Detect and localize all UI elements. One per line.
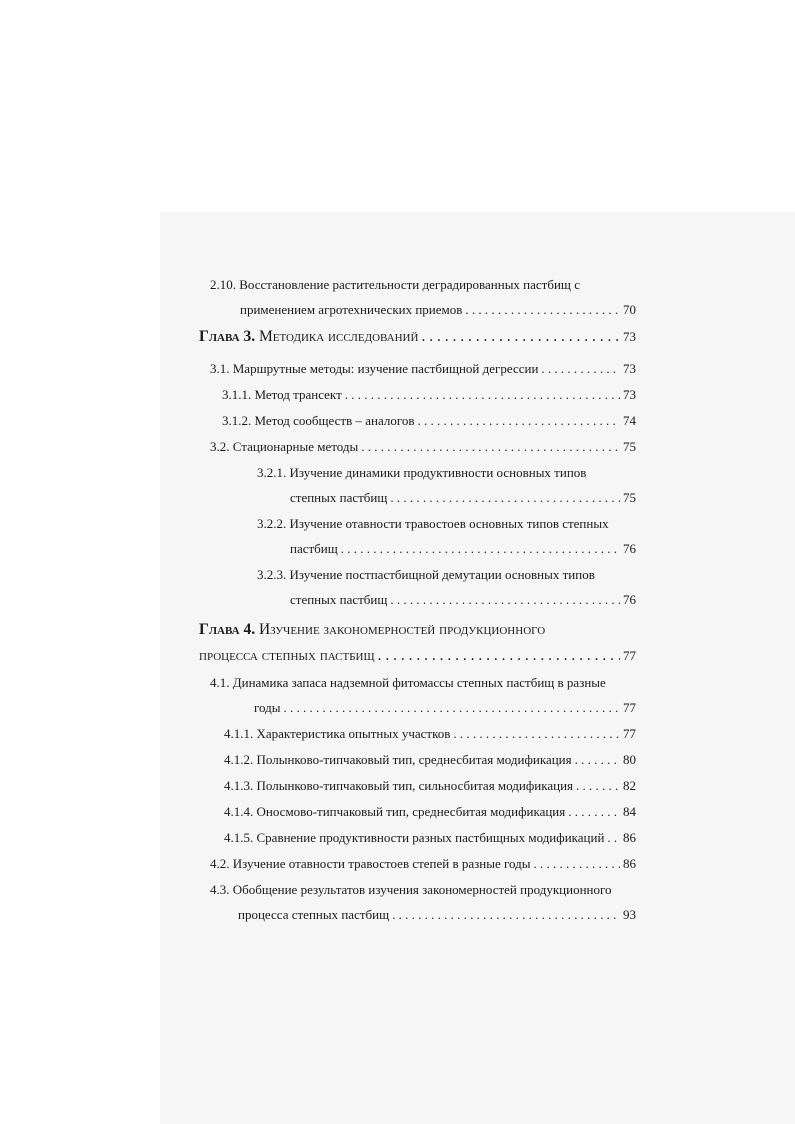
page-number: 77 xyxy=(623,648,636,663)
page-number: 70 xyxy=(623,302,636,317)
chapter-title: процесса степных пастбищ xyxy=(199,647,375,664)
toc-entry-text: 3.1.2. Метод сообществ – аналогов xyxy=(222,413,415,428)
toc-entry-4-1-line1: 4.1. Динамика запаса надземной фитомассы степных пастбищ в разные xyxy=(210,675,606,690)
page-number: 73 xyxy=(623,361,636,376)
page-number: 82 xyxy=(623,778,636,793)
toc-entry-text: 4.2. Изучение отавности травостоев степей в разные годы xyxy=(210,856,531,871)
page-number: 86 xyxy=(623,830,636,845)
toc-entry-text: годы xyxy=(254,700,281,715)
page-number: 75 xyxy=(623,490,636,505)
page-number: 86 xyxy=(623,856,636,871)
leader-dots xyxy=(607,830,620,846)
toc-entry-text: 3.2. Стационарные методы xyxy=(210,439,359,454)
scanned-page-background xyxy=(160,212,795,1124)
toc-entry-4-3-line1: 4.3. Обобщение результатов изучения закономерностей продукционного xyxy=(210,882,612,897)
toc-entry-3-1-2[interactable] xyxy=(222,413,636,429)
toc-entry-3-2-1[interactable] xyxy=(290,490,636,506)
leader-dots xyxy=(576,778,620,794)
toc-entry-2-10-line1: 2.10. Восстановление растительности деградированных пастбищ с xyxy=(210,277,580,292)
leader-dots xyxy=(361,439,620,455)
leader-dots xyxy=(378,647,620,665)
toc-entry-3-2-2-line1: 3.2.2. Изучение отавности травостоев основных типов степных xyxy=(257,516,609,531)
toc-entry-3-2-1-line1: 3.2.1. Изучение динамики продуктивности основных типов xyxy=(257,465,587,480)
toc-entry-4-1[interactable] xyxy=(254,700,636,716)
leader-dots xyxy=(453,726,620,742)
toc-entry-3-2-3[interactable] xyxy=(290,592,636,608)
leader-dots xyxy=(390,592,620,608)
page-number: 75 xyxy=(623,439,636,454)
toc-entry-4-1-2[interactable] xyxy=(224,752,636,768)
leader-dots xyxy=(568,804,620,820)
toc-entry-3-1[interactable] xyxy=(210,361,636,377)
toc-entry-text: 3.1. Маршрутные методы: изучение пастбищной дегрессии xyxy=(210,361,539,376)
toc-entry-4-1-1[interactable] xyxy=(224,726,636,742)
toc-chapter-4[interactable] xyxy=(199,647,636,665)
toc-entry-text: 4.1.5. Сравнение продуктивности разных пастбищных модификаций xyxy=(224,830,605,845)
leader-dots xyxy=(390,490,620,506)
toc-entry-3-2[interactable] xyxy=(210,439,636,455)
page-number: 74 xyxy=(623,413,636,428)
chapter-label: Глава 3. xyxy=(199,328,256,345)
page-number: 73 xyxy=(623,329,636,344)
toc-entry-3-1-1[interactable] xyxy=(222,387,636,403)
toc-chapter-3[interactable] xyxy=(199,328,636,346)
leader-dots xyxy=(541,361,620,377)
page-number: 77 xyxy=(623,726,636,741)
leader-dots xyxy=(283,700,620,716)
toc-entry-text: степных пастбищ xyxy=(290,592,388,607)
page-number: 77 xyxy=(623,700,636,715)
leader-dots xyxy=(465,302,620,318)
toc-entry-text: 4.1.1. Характеристика опытных участков xyxy=(224,726,451,741)
page-number: 73 xyxy=(623,387,636,402)
page-number: 84 xyxy=(623,804,636,819)
leader-dots xyxy=(345,387,620,403)
toc-entry-4-3[interactable] xyxy=(238,907,636,923)
page-number: 80 xyxy=(623,752,636,767)
leader-dots xyxy=(575,752,620,768)
toc-entry-4-1-5[interactable] xyxy=(224,830,636,846)
toc-entry-text: пастбищ xyxy=(290,541,338,556)
toc-entry-text: 3.1.1. Метод трансект xyxy=(222,387,342,402)
toc-chapter-4-line1 xyxy=(199,621,545,639)
toc-entry-text: применением агротехнических приемов xyxy=(240,302,463,317)
leader-dots xyxy=(533,856,620,872)
toc-entry-text: 4.1.2. Полынково-типчаковый тип, среднесбитая модификация xyxy=(224,752,572,767)
toc-entry-3-2-2[interactable] xyxy=(290,541,636,557)
page-number: 76 xyxy=(623,592,636,607)
leader-dots xyxy=(341,541,620,557)
chapter-label: Глава 4. xyxy=(199,621,256,638)
toc-entry-2-10[interactable] xyxy=(240,302,636,318)
chapter-title: Изучение закономерностей продукционного xyxy=(258,621,546,638)
toc-entry-text: 4.1.3. Полынково-типчаковый тип, сильносбитая модификация xyxy=(224,778,574,793)
toc-entry-3-2-3-line1: 3.2.3. Изучение постпастбищной демутации основных типов xyxy=(257,567,595,582)
toc-entry-text: степных пастбищ xyxy=(290,490,388,505)
leader-dots xyxy=(392,907,620,923)
chapter-title: Методика исследований xyxy=(258,328,419,345)
page-number: 93 xyxy=(623,907,636,922)
page-number: 76 xyxy=(623,541,636,556)
toc-entry-text: процесса степных пастбищ xyxy=(238,907,390,922)
leader-dots xyxy=(417,413,620,429)
toc-entry-4-1-3[interactable] xyxy=(224,778,636,794)
leader-dots xyxy=(421,328,620,346)
toc-entry-4-1-4[interactable] xyxy=(224,804,636,820)
toc-entry-4-2[interactable] xyxy=(210,856,636,872)
toc-entry-text: 4.1.4. Оносмово-типчаковый тип, среднесбитая модификация xyxy=(224,804,566,819)
